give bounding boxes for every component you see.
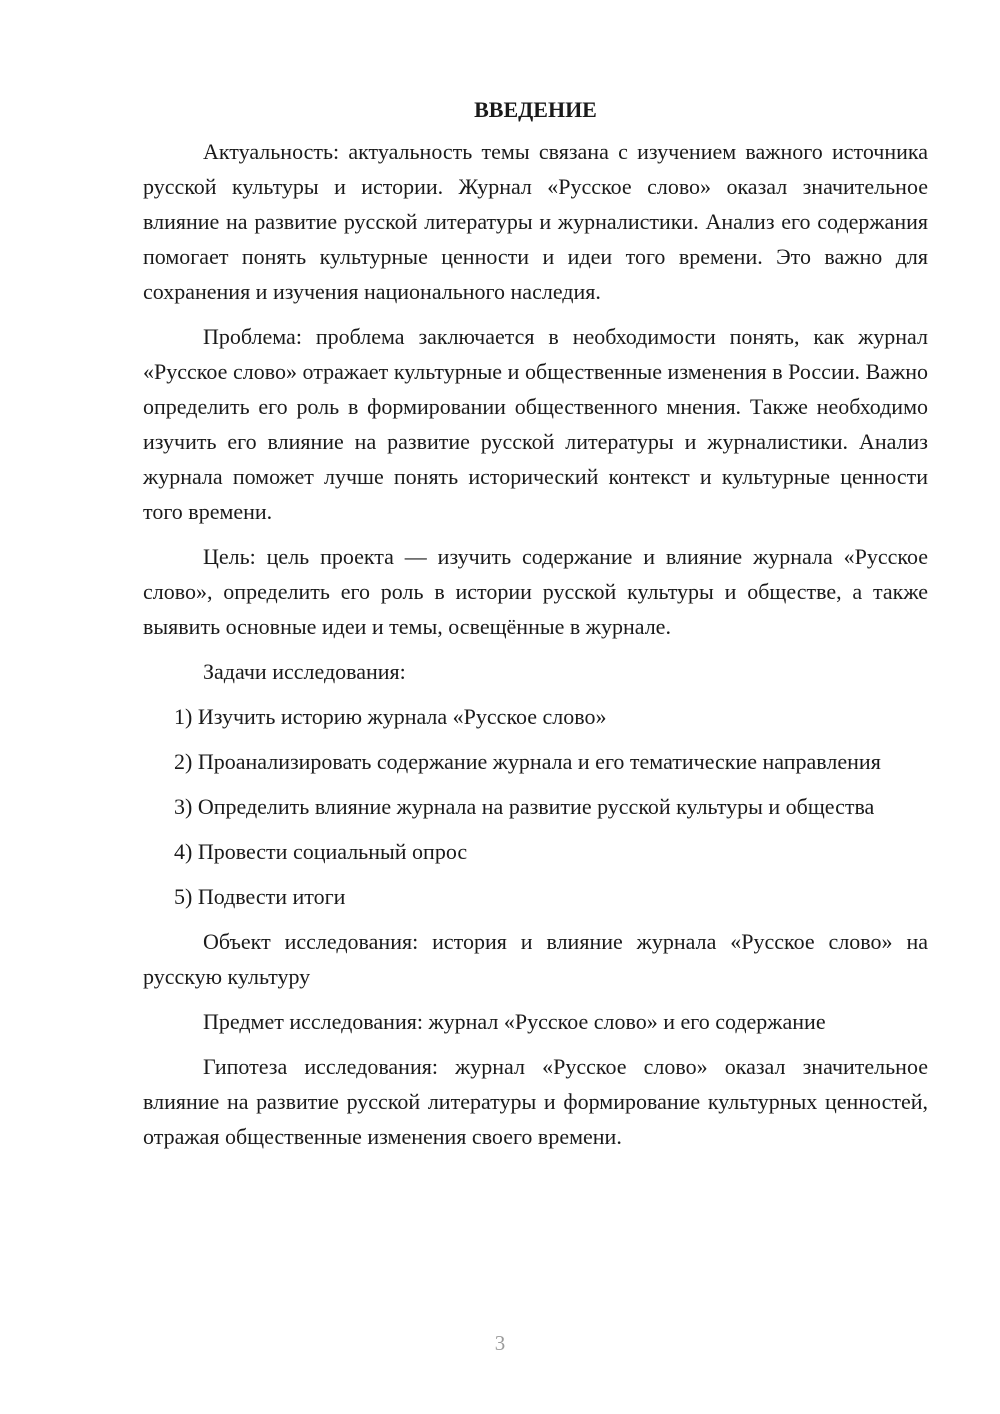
task-item: 1) Изучить историю журнала «Русское слово»: [174, 704, 607, 729]
task-item: 2) Проанализировать содержание журнала и его тематические направления: [174, 749, 881, 774]
task-item: 4) Провести социальный опрос: [174, 839, 468, 864]
paragraph-object: Объект исследования: история и влияние журнала «Русское слово» на русскую культуру: [143, 929, 928, 989]
paragraph-subject: Предмет исследования: журнал «Русское слово» и его содержание: [203, 1009, 826, 1034]
page-number: 3: [494, 1331, 506, 1355]
section-title: ВВЕДЕНИЕ: [474, 97, 597, 122]
task-item: 3) Определить влияние журнала на развитие русской культуры и общества: [174, 794, 875, 819]
paragraph-relevance: Актуальность: актуальность темы связана с изучением важного источника русской культуры и истории. Журнал «Русское слово» оказал значительное влияние на развитие русской литературы и журналистики. Анализ его содержания помогает понять культурные ценности и идеи того времени. Это важно для сохранения и изучения национального наследия.: [143, 139, 928, 304]
document-page: [143, 92, 928, 1164]
paragraph-hypothesis: Гипотеза исследования: журнал «Русское слово» оказал значительное влияние на развитие русской литературы и формирование культурных ценностей, отражая общественные изменения своего времени.: [143, 1054, 928, 1149]
task-item: 5) Подвести итоги: [174, 884, 346, 909]
tasks-heading: Задачи исследования:: [203, 659, 406, 684]
paragraph-problem: Проблема: проблема заключается в необходимости понять, как журнал «Русское слово» отражает культурные и общественные изменения в России. Важно определить его роль в формировании общественного мнения. Также необходимо изучить его влияние на развитие русской литературы и журналистики. Анализ журнала поможет лучше понять исторический контекст и культурные ценности того времени.: [143, 324, 928, 524]
paragraph-goal: Цель: цель проекта — изучить содержание и влияние журнала «Русское слово», определить его роль в истории русской культуры и обществе, а также выявить основные идеи и темы, освещённые в журнале.: [143, 544, 928, 639]
